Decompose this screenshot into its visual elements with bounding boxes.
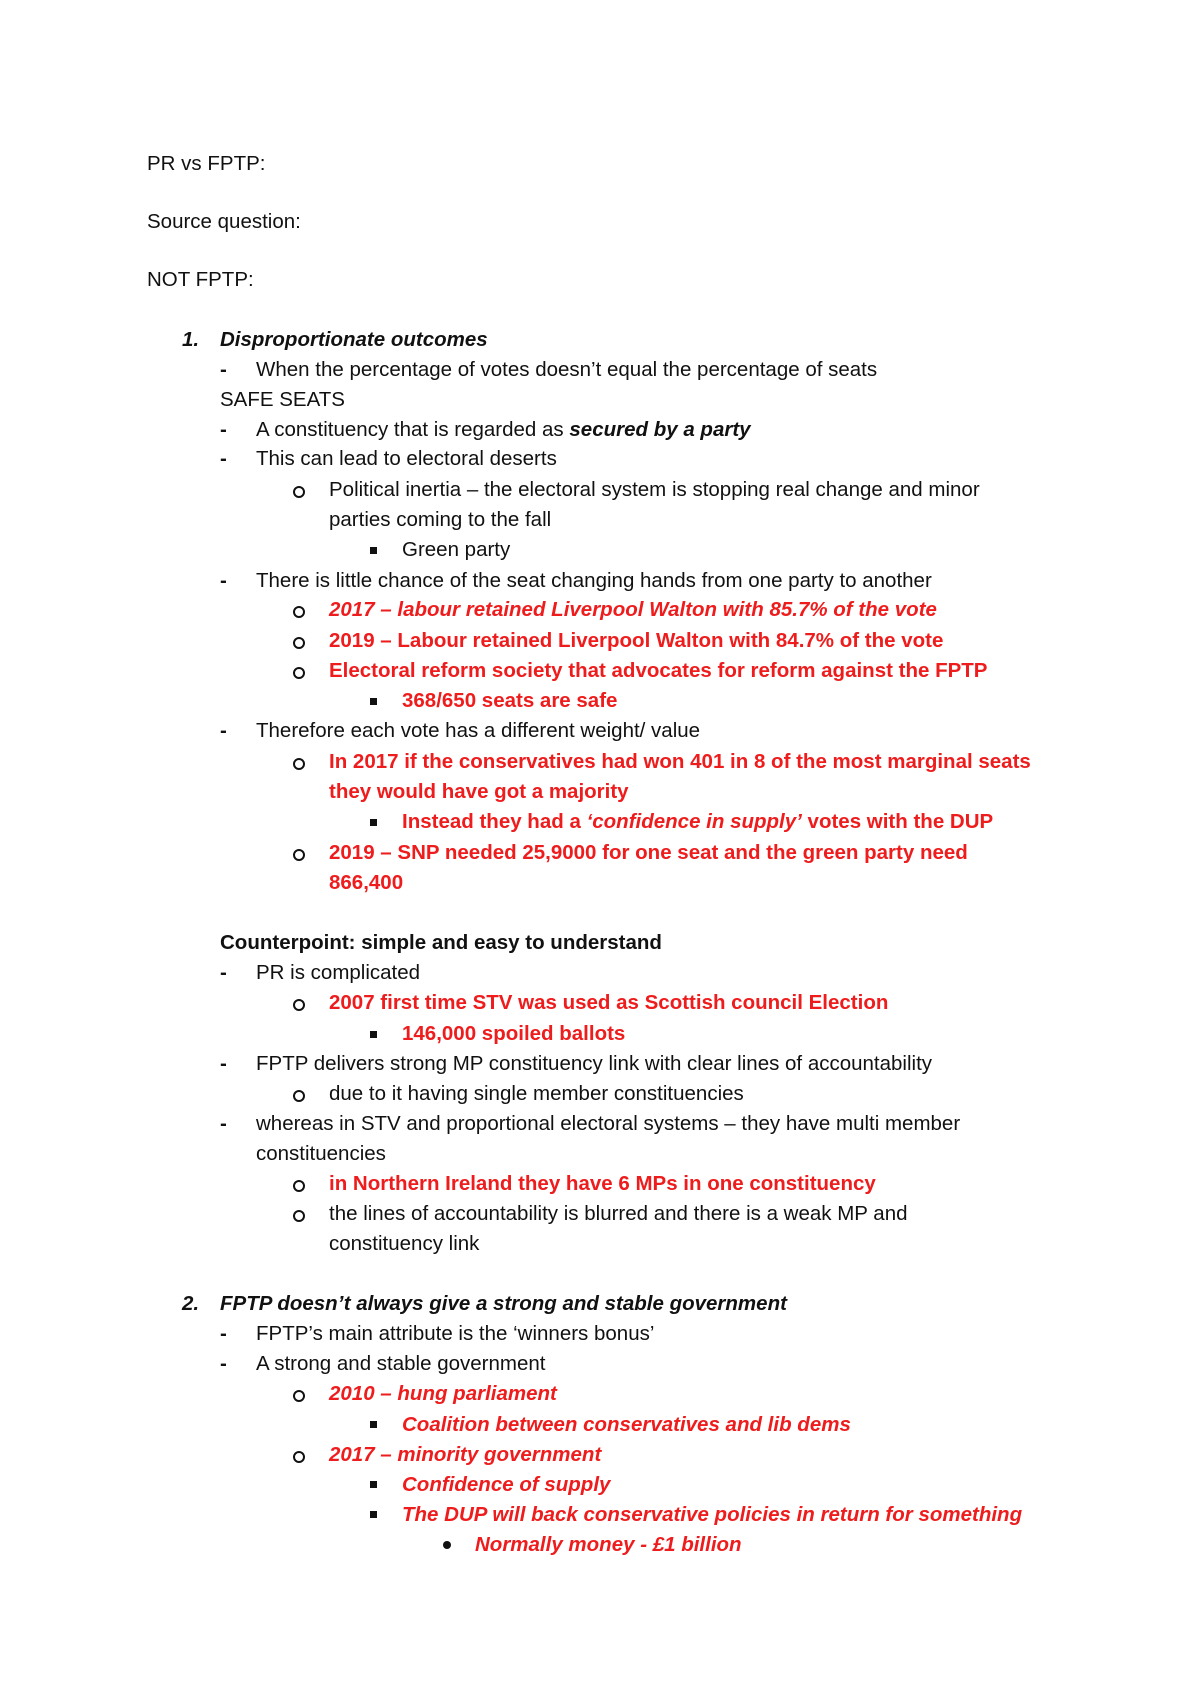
list-item: Electoral reform society that advocates for reform against the FPTP	[329, 659, 988, 682]
square-bullet-icon	[370, 698, 377, 705]
circle-bullet-icon	[293, 849, 305, 861]
dash-bullet: -	[220, 1112, 227, 1135]
list-item: Normally money - £1 billion	[475, 1533, 742, 1556]
list-item: 2019 – Labour retained Liverpool Walton with 84.7% of the vote	[329, 629, 944, 652]
list-item: Therefore each vote has a different weight/ value	[256, 719, 701, 742]
square-bullet-icon	[370, 1031, 377, 1038]
circle-bullet-icon	[293, 667, 305, 679]
list-item: 2019 – SNP needed 25,9000 for one seat and the green party need	[329, 841, 968, 864]
list-item: 2010 – hung parliament	[329, 1382, 557, 1405]
square-bullet-icon	[370, 1481, 377, 1488]
list-item: Confidence of supply	[402, 1473, 611, 1496]
list-item-continuation: parties coming to the fall	[329, 508, 552, 531]
dash-bullet: -	[220, 1352, 227, 1375]
safe-seats-label: SAFE SEATS	[220, 388, 345, 411]
section1-heading: Disproportionate outcomes	[220, 328, 488, 351]
dash-bullet: -	[220, 358, 227, 381]
circle-bullet-icon	[293, 758, 305, 770]
list-item: In 2017 if the conservatives had won 401 in 8 of the most marginal seats	[329, 750, 1031, 773]
list-item-continuation: 866,400	[329, 871, 404, 894]
counterpoint-heading: Counterpoint: simple and easy to understand	[220, 931, 662, 954]
list-item: the lines of accountability is blurred and there is a weak MP and	[329, 1202, 908, 1225]
dash-bullet: -	[220, 1052, 227, 1075]
list-item: A strong and stable government	[256, 1352, 546, 1375]
circle-bullet-icon	[293, 1451, 305, 1463]
dash-bullet: -	[220, 719, 227, 742]
list-item: 2007 first time STV was used as Scottish council Election	[329, 991, 889, 1014]
square-bullet-icon	[370, 1511, 377, 1518]
list-item: in Northern Ireland they have 6 MPs in one constituency	[329, 1172, 876, 1195]
source-question: Source question:	[147, 210, 301, 233]
list-item: PR is complicated	[256, 961, 421, 984]
circle-bullet-icon	[293, 1210, 305, 1222]
list-item: due to it having single member constituencies	[329, 1082, 744, 1105]
circle-bullet-icon	[293, 1090, 305, 1102]
list-item: 146,000 spoiled ballots	[402, 1022, 626, 1045]
emphasis-text: secured by a party	[569, 418, 751, 441]
section1-number: 1.	[182, 328, 200, 351]
list-item-continuation: they would have got a majority	[329, 780, 629, 803]
list-item-continuation: constituency link	[329, 1232, 480, 1255]
doc-title: PR vs FPTP:	[147, 152, 266, 175]
emphasis-text: ‘confidence in supply’	[586, 810, 802, 833]
list-item: whereas in STV and proportional electoral systems – they have multi member	[256, 1112, 961, 1135]
list-item: This can lead to electoral deserts	[256, 447, 557, 470]
list-item: Political inertia – the electoral system is stopping real change and minor	[329, 478, 980, 501]
square-bullet-icon	[370, 1421, 377, 1428]
circle-bullet-icon	[293, 999, 305, 1011]
circle-bullet-icon	[293, 637, 305, 649]
list-item: The DUP will back conservative policies in return for something	[402, 1503, 1023, 1526]
list-item: When the percentage of votes doesn’t equal the percentage of seats	[256, 358, 878, 381]
square-bullet-icon	[370, 819, 377, 826]
list-item: FPTP’s main attribute is the ‘winners bonus’	[256, 1322, 655, 1345]
not-fptp-label: NOT FPTP:	[147, 268, 254, 291]
section2-heading: FPTP doesn’t always give a strong and stable government	[220, 1292, 787, 1315]
list-item-continuation: constituencies	[256, 1142, 386, 1165]
circle-bullet-icon	[293, 1390, 305, 1402]
dash-bullet: -	[220, 569, 227, 592]
round-bullet-icon	[443, 1541, 451, 1549]
list-item: Coalition between conservatives and lib dems	[402, 1413, 851, 1436]
circle-bullet-icon	[293, 1180, 305, 1192]
list-item: There is little chance of the seat changing hands from one party to another	[256, 569, 932, 592]
list-item: FPTP delivers strong MP constituency link with clear lines of accountability	[256, 1052, 933, 1075]
list-item: Green party	[402, 538, 511, 561]
dash-bullet: -	[220, 1322, 227, 1345]
circle-bullet-icon	[293, 606, 305, 618]
dash-bullet: -	[220, 961, 227, 984]
list-item: 2017 – labour retained Liverpool Walton with 85.7% of the vote	[329, 598, 937, 621]
square-bullet-icon	[370, 547, 377, 554]
list-item: A constituency that is regarded as secured by a party	[256, 418, 751, 441]
list-item: Instead they had a ‘confidence in supply’ votes with the DUP	[402, 810, 994, 833]
section2-number: 2.	[182, 1292, 200, 1315]
list-item: 368/650 seats are safe	[402, 689, 618, 712]
dash-bullet: -	[220, 447, 227, 470]
list-item: 2017 – minority government	[329, 1443, 602, 1466]
dash-bullet: -	[220, 418, 227, 441]
circle-bullet-icon	[293, 486, 305, 498]
